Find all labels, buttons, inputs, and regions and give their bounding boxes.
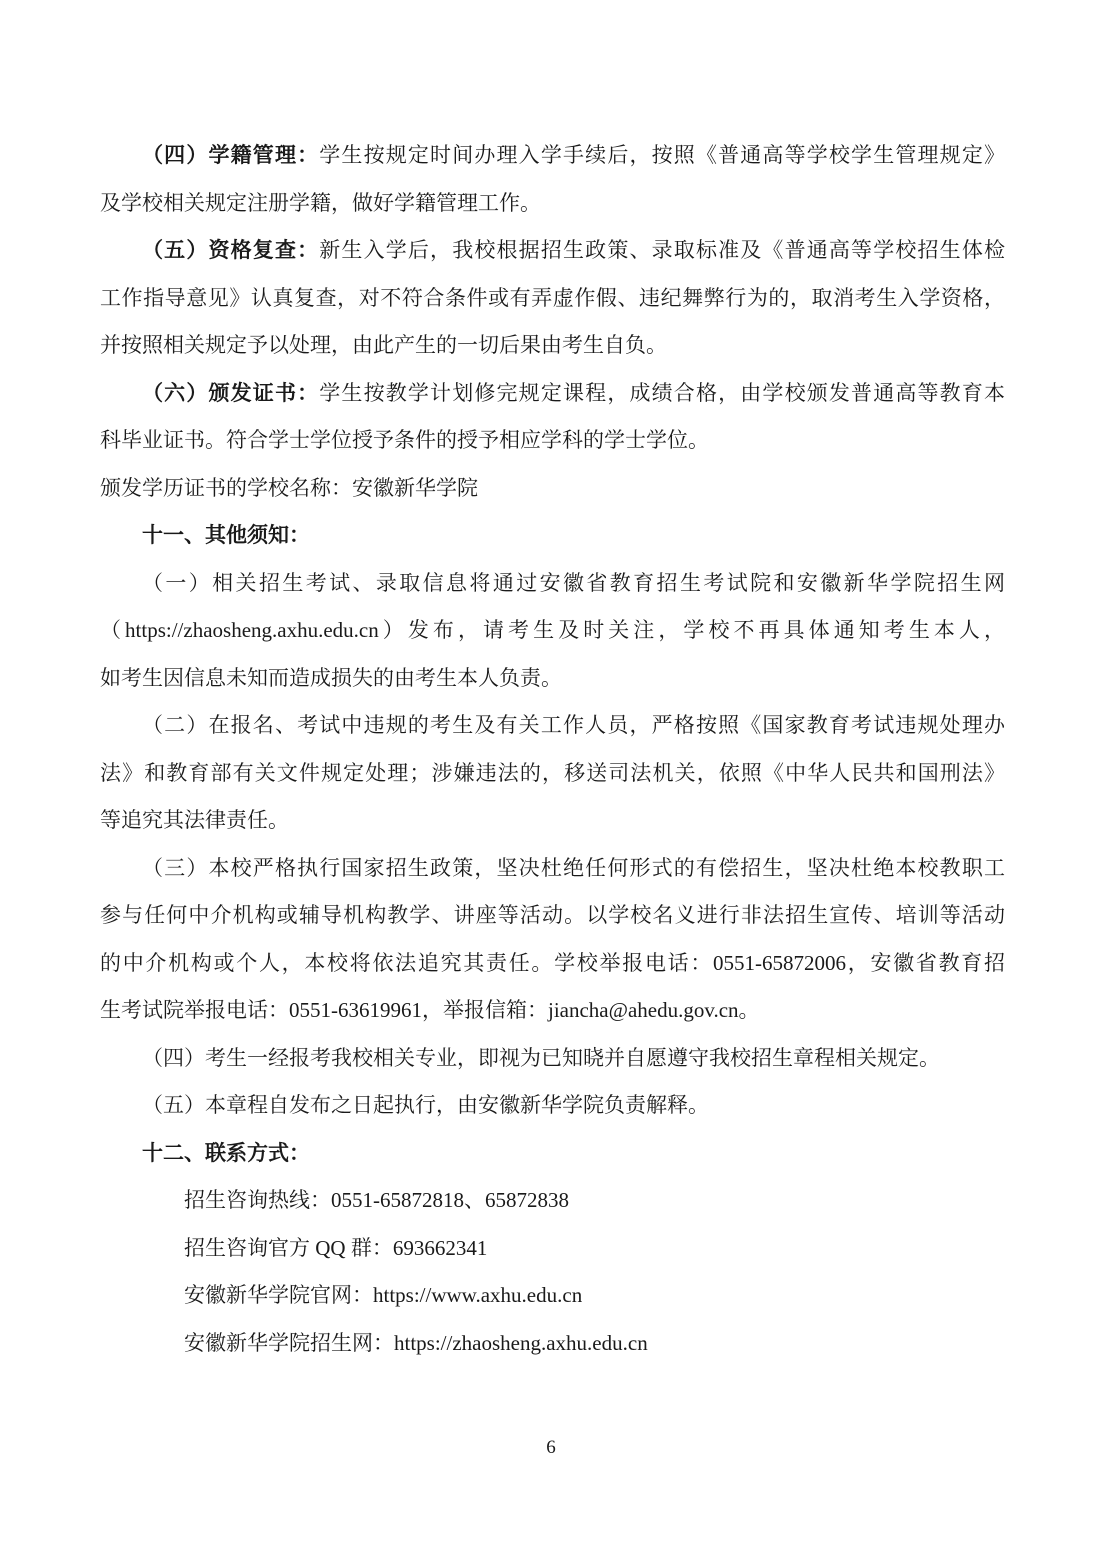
text-line: [100, 702, 1005, 750]
bold-label: （四）学籍管理：: [142, 144, 320, 167]
text-line: [100, 1320, 1005, 1368]
body-text: 安徽新华学院招生网：https://zhaosheng.axhu.edu.cn: [184, 1330, 648, 1355]
text-line: [100, 1082, 1005, 1130]
body-text: 学生按教学计划修完规定课程，成绩合格，由学校颁发普通高等教育本: [319, 380, 1005, 405]
body-text: （一）相关招生考试、录取信息将通过安徽省教育招生考试院和安徽新华学院招生网: [142, 570, 1005, 595]
text-line: [100, 940, 1005, 988]
text-line: [100, 465, 1005, 513]
text-line: [100, 132, 1005, 180]
text-line: [100, 370, 1005, 418]
text-line: [100, 1130, 1005, 1178]
text-line: [100, 750, 1005, 798]
body-text: 法》和教育部有关文件规定处理；涉嫌违法的，移送司法机关，依照《中华人民共和国刑法》: [100, 760, 1005, 785]
body-text: （四）考生一经报考我校相关专业，即视为已知晓并自愿遵守我校招生章程相关规定。: [142, 1045, 940, 1070]
body-text: 科毕业证书。符合学士学位授予条件的授予相应学科的学士学位。: [100, 428, 709, 452]
body-text: 招生咨询官方 QQ 群：693662341: [184, 1235, 488, 1260]
body-text: 如考生因信息未知而造成损失的由考生本人负责。: [100, 665, 562, 690]
body-text: （五）本章程自发布之日起执行，由安徽新华学院负责解释。: [142, 1093, 709, 1117]
text-line: [100, 275, 1005, 323]
text-line: [100, 1272, 1005, 1320]
body-text: 招生咨询热线：0551-65872818、65872838: [184, 1188, 569, 1212]
body-text: 及学校相关规定注册学籍，做好学籍管理工作。: [100, 190, 541, 215]
text-line: [100, 560, 1005, 608]
page-number: 6: [546, 1437, 556, 1458]
body-text: 并按照相关规定予以处理，由此产生的一切后果由考生自负。: [100, 333, 667, 357]
body-text: （https://zhaosheng.axhu.edu.cn）发布，请考生及时关注，学校不再具体通知考生本人，: [100, 618, 1005, 642]
bold-label: 十一、其他须知：: [142, 524, 310, 547]
text-line: [100, 1225, 1005, 1273]
body-text: 新生入学后，我校根据招生政策、录取标准及《普通高等学校招生体检: [319, 238, 1005, 262]
text-line: [100, 417, 1005, 465]
bold-label: （五）资格复查：: [142, 239, 320, 262]
text-line: [100, 845, 1005, 893]
body-text: 生考试院举报电话：0551-63619961，举报信箱：jiancha@ahedu.gov.cn。: [100, 998, 760, 1022]
body-text: 等追究其法律责任。: [100, 808, 289, 832]
text-line: [100, 180, 1005, 228]
body-text: 安徽新华学院官网：https://www.axhu.edu.cn: [184, 1283, 583, 1307]
text-line: [100, 797, 1005, 845]
body-text: 工作指导意见》认真复查，对不符合条件或有弄虚作假、违纪舞弊行为的，取消考生入学资格，: [100, 285, 1005, 310]
body-text: 的中介机构或个人，本校将依法追究其责任。学校举报电话：0551-65872006，安徽省教育招: [100, 950, 1005, 975]
text-line: [100, 322, 1005, 370]
text-line: [100, 1035, 1005, 1083]
text-line: [100, 512, 1005, 560]
body-text: 学生按规定时间办理入学手续后，按照《普通高等学校学生管理规定》: [319, 143, 1005, 167]
body-text: （三）本校严格执行国家招生政策，坚决杜绝任何形式的有偿招生，坚决杜绝本校教职工: [142, 855, 1005, 880]
body-text: 参与任何中介机构或辅导机构教学、讲座等活动。以学校名义进行非法招生宣传、培训等活动: [100, 903, 1005, 927]
body-text: （二）在报名、考试中违规的考生及有关工作人员，严格按照《国家教育考试违规处理办: [142, 713, 1005, 737]
text-line: [100, 655, 1005, 703]
text-line: [100, 227, 1005, 275]
body-text: 颁发学历证书的学校名称：安徽新华学院: [100, 475, 478, 500]
text-line: [100, 987, 1005, 1035]
bold-label: 十二、联系方式：: [142, 1141, 310, 1165]
bold-label: （六）颁发证书：: [142, 381, 320, 405]
text-line: [100, 1177, 1005, 1225]
text-line: [100, 892, 1005, 940]
document-body: [100, 132, 1005, 1367]
text-line: [100, 607, 1005, 655]
